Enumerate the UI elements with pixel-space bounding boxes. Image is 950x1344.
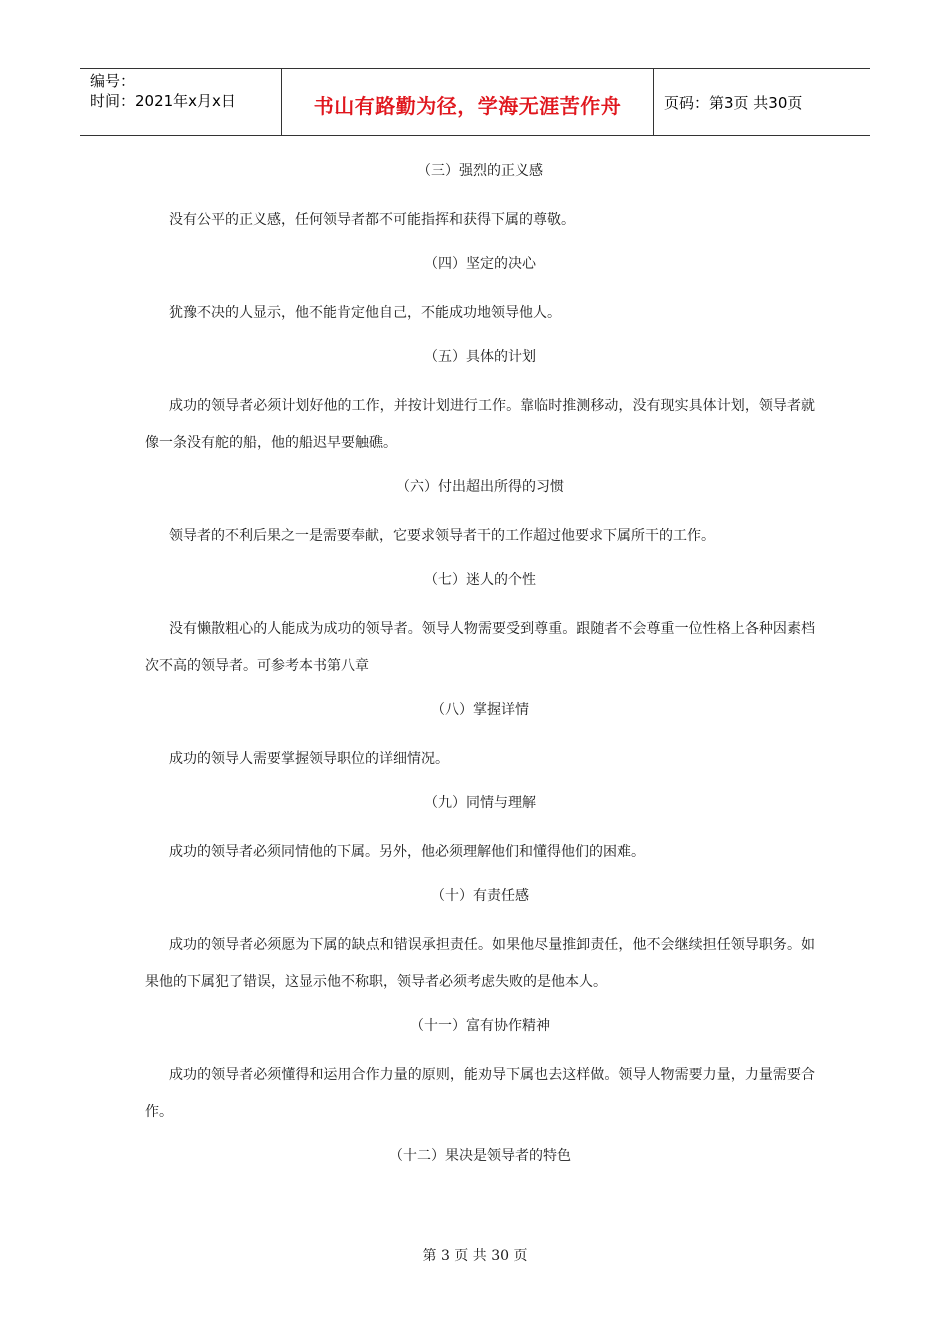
section-heading: （四）坚定的决心 <box>424 256 536 272</box>
section-paragraph: 成功的领导人需要掌握领导职位的详细情况。 <box>169 751 449 767</box>
section-paragraph: 成功的领导者必须计划好他的工作，并按计划进行工作。靠临时推测移动，没有现实具体计划，领导者就像一条没有舵的船，他的船迟早要触礁。 <box>145 398 815 451</box>
section-heading: （十二）果决是领导者的特色 <box>389 1148 571 1164</box>
document-number-label: 编号： <box>90 72 136 90</box>
section-heading: （五）具体的计划 <box>424 349 536 365</box>
header-motto: 书山有路勤为径，学海无涯苦作舟 <box>313 93 622 118</box>
section-paragraph: 成功的领导者必须懂得和运用合作力量的原则，能劝导下属也去这样做。领导人物需要力量，力量需要合作。 <box>145 1067 815 1120</box>
section-paragraph: 成功的领导者必须同情他的下属。另外，他必须理解他们和懂得他们的困难。 <box>169 844 645 860</box>
section-heading: （九）同情与理解 <box>424 795 536 811</box>
section-heading: （七）迷人的个性 <box>424 572 536 588</box>
section-paragraph: 成功的领导者必须愿为下属的缺点和错误承担责任。如果他尽量推卸责任，他不会继续担任领导职务。如果他的下属犯了错误，这显示他不称职，领导者必须考虑失败的是他本人。 <box>145 937 815 990</box>
section-heading: （十）有责任感 <box>431 888 529 904</box>
header-meta-cell <box>80 69 282 135</box>
section-paragraph: 没有公平的正义感，任何领导者都不可能指挥和获得下属的尊敬。 <box>169 212 575 228</box>
header-page-cell <box>654 69 870 135</box>
header-page-info: 页码：第3页 共30页 <box>664 93 803 112</box>
document-header <box>80 68 870 136</box>
section-heading: （三）强烈的正义感 <box>417 163 543 179</box>
page-footer: 第 3 页 共 30 页 <box>422 1248 528 1264</box>
section-paragraph: 领导者的不利后果之一是需要奉献，它要求领导者干的工作超过他要求下属所干的工作。 <box>169 528 715 544</box>
document-body <box>145 156 815 1187</box>
section-paragraph: 犹豫不决的人显示，他不能肯定他自己，不能成功地领导他人。 <box>169 305 561 321</box>
section-heading: （六）付出超出所得的习惯 <box>396 479 564 495</box>
document-time-label: 时间：2021年x月x日 <box>90 92 236 110</box>
section-heading: （八）掌握详情 <box>431 702 529 718</box>
header-motto-cell <box>282 69 654 135</box>
section-paragraph: 没有懒散粗心的人能成为成功的领导者。领导人物需要受到尊重。跟随者不会尊重一位性格上各种因素档次不高的领导者。可参考本书第八章 <box>145 621 815 674</box>
section-heading: （十一）富有协作精神 <box>410 1018 550 1034</box>
